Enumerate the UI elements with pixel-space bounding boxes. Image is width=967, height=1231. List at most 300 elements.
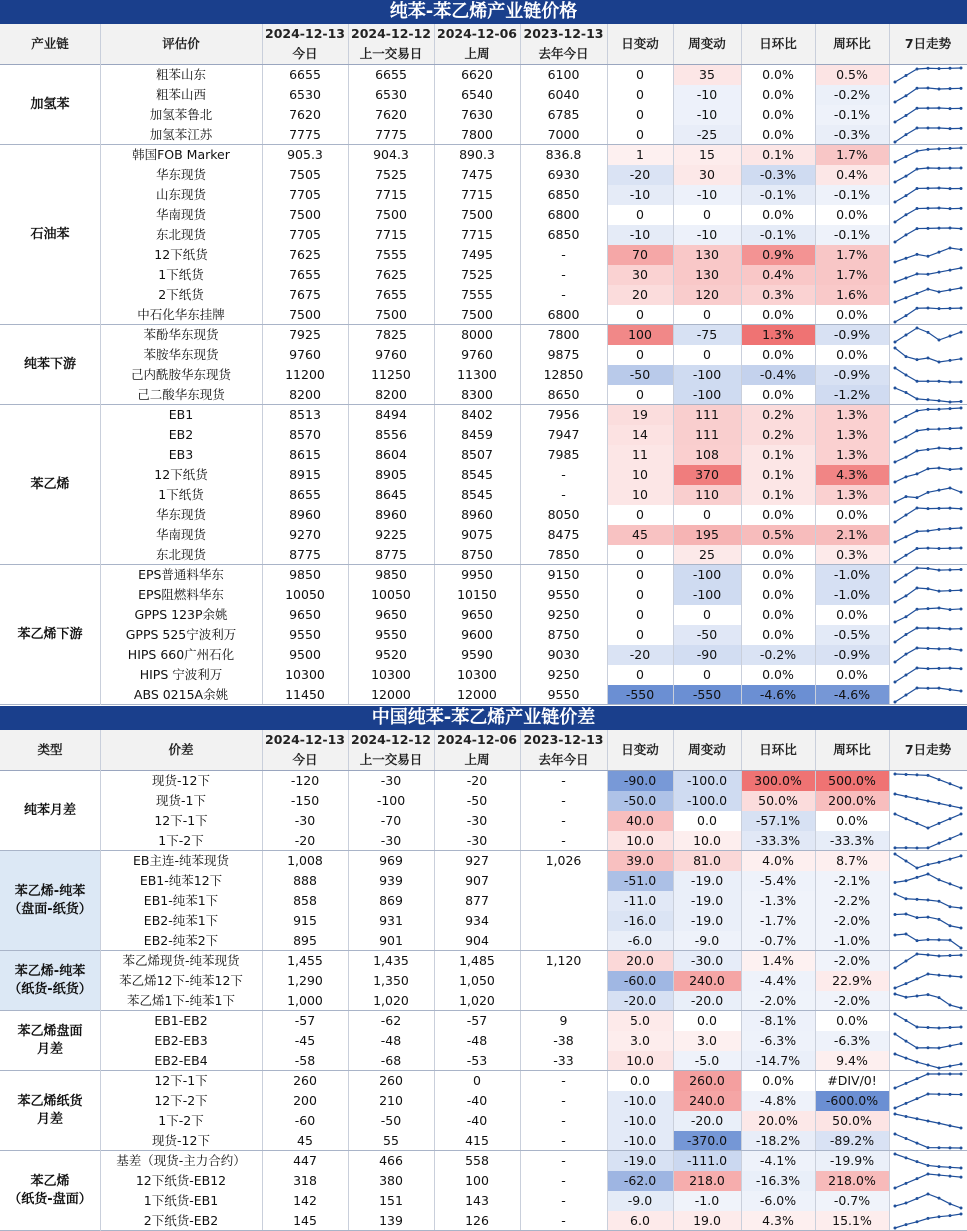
table1-cell: 10050 (371, 587, 411, 602)
table2-header-cell: 价差 (168, 742, 194, 757)
sparkline-point (949, 335, 952, 338)
sparkline-point (905, 194, 908, 197)
grid-line (348, 911, 349, 931)
table1-cell: 904.3 (373, 147, 409, 162)
sparkline-point (960, 787, 963, 790)
grid-line (607, 685, 608, 705)
grid-line (607, 991, 608, 1011)
sparkline-point (916, 496, 919, 499)
table1-row (100, 305, 967, 325)
grid-line (348, 951, 349, 971)
grid-line (741, 1211, 742, 1231)
table1-cell: 华南现货 (155, 207, 206, 222)
grid-line (348, 730, 349, 770)
grid-line (520, 665, 521, 685)
table1-cell: 加氢苯鲁北 (149, 107, 213, 122)
table1-cell: 1.6% (815, 285, 889, 305)
table1-row (100, 465, 967, 485)
sparkline-point (938, 307, 941, 310)
grid-line (520, 771, 521, 791)
table1-cell: 8570 (289, 427, 321, 442)
sparkline-point (938, 1047, 941, 1050)
sparkline-point (916, 1197, 919, 1200)
table1-sparkline (889, 505, 967, 525)
table1-cell: 华东现货 (155, 507, 206, 522)
table1-cell: 加氢苯江苏 (149, 127, 213, 142)
sparkline-point (960, 147, 963, 150)
grid-line (815, 911, 816, 931)
table2-cell: -30 (466, 813, 488, 828)
table1-cell: 7625 (289, 247, 321, 262)
grid-line (607, 305, 608, 325)
table1-cell: 11200 (285, 367, 325, 382)
table1-sparkline (889, 685, 967, 705)
table1-cell: 8615 (289, 447, 321, 462)
grid-line (520, 931, 521, 951)
table1-cell: 粗苯山西 (155, 87, 206, 102)
grid-line (348, 505, 349, 525)
grid-line (741, 165, 742, 185)
sparkline-point (949, 269, 952, 272)
grid-line (348, 1171, 349, 1191)
grid-line (673, 1111, 674, 1131)
grid-line (262, 1051, 263, 1071)
table2-header-cell: 类型 (37, 742, 63, 757)
table2-header-cell: 7日走势 (904, 742, 952, 757)
table2-cell: EB2-纯苯1下 (143, 913, 219, 928)
grid-line (348, 931, 349, 951)
table1-cell: 8459 (461, 427, 493, 442)
sparkline-point (927, 380, 930, 383)
table2-cell (520, 991, 607, 1011)
sparkline-point (927, 408, 930, 411)
grid-line (815, 685, 816, 705)
grid-line (607, 1011, 608, 1031)
table2-row (100, 1091, 967, 1111)
table2-cell: -33.3% (741, 831, 815, 851)
grid-line (520, 1091, 521, 1111)
table1-cell: 8645 (375, 487, 407, 502)
sparkline-point (960, 1042, 963, 1045)
table2-cell: -4.1% (741, 1151, 815, 1171)
grid-line (607, 730, 608, 770)
grid-line (434, 185, 435, 205)
table1-header-cell: 周环比 (833, 36, 871, 51)
sparkline-point (905, 996, 908, 999)
sparkline-point (949, 227, 952, 230)
table1-cell: HIPS 660广州石化 (127, 647, 235, 662)
table2-cell: -60 (294, 1113, 316, 1128)
table2-cell: -20 (294, 833, 316, 848)
sparkline-point (927, 846, 930, 849)
table2-cell: 现货-12下 (152, 773, 210, 788)
grid-line (262, 385, 263, 405)
sparkline-point (905, 1182, 908, 1185)
table2-cell: EB1-纯苯1下 (143, 893, 219, 908)
table1-cell: - (561, 287, 566, 302)
sparkline-point (938, 507, 941, 510)
grid-line (815, 105, 816, 125)
table1-cell: 7715 (461, 187, 493, 202)
grid-line (434, 1151, 435, 1171)
sparkline-point (960, 400, 963, 403)
table1-cell: 8300 (461, 387, 493, 402)
sparkline-point (949, 568, 952, 571)
table1-cell: 8494 (375, 407, 407, 422)
sparkline-point (927, 587, 930, 590)
table1-header-sub: 去年今日 (538, 46, 589, 61)
sparkline-point (927, 273, 930, 276)
sparkline-point (927, 1217, 930, 1220)
grid-line (673, 811, 674, 831)
table2-cell: -120 (290, 773, 320, 788)
sparkline-point (960, 307, 963, 310)
grid-line (815, 385, 816, 405)
table2-cell: -30 (294, 813, 316, 828)
table1-cell: 1.3% (815, 485, 889, 505)
table1-cell: -0.4% (741, 365, 815, 385)
table1-group-label: 石油苯 (0, 145, 100, 325)
table1-cell: 1下纸货 (158, 487, 204, 502)
grid-line (262, 1131, 263, 1151)
sparkline-point (927, 207, 930, 210)
sparkline-point (905, 674, 908, 677)
sparkline-point (938, 187, 941, 190)
table1-cell: -1.0% (815, 565, 889, 585)
grid-line (889, 24, 890, 64)
sparkline-point (894, 893, 897, 896)
grid-line (815, 65, 816, 85)
grid-line (673, 345, 674, 365)
grid-line (673, 24, 674, 64)
sparkline-point (905, 1115, 908, 1118)
grid-line (815, 605, 816, 625)
sparkline-point (916, 1097, 919, 1100)
sparkline-point (938, 127, 941, 130)
sparkline-point (905, 795, 908, 798)
table2-cell: -2.1% (815, 871, 889, 891)
table2-cell: -53 (466, 1053, 488, 1068)
table2-cell: 915 (293, 913, 317, 928)
sparkline-point (916, 409, 919, 412)
table2-cell: 0.0 (697, 1013, 717, 1028)
grid-line (815, 665, 816, 685)
table1-sparkline (889, 245, 967, 265)
grid-line (262, 585, 263, 605)
sparkline-point (960, 568, 963, 571)
table2-cell: -111.0 (673, 1151, 741, 1171)
table1-cell: 8775 (289, 547, 321, 562)
grid-line (434, 325, 435, 345)
sparkline-point (916, 292, 919, 295)
table1-cell: 0.9% (741, 245, 815, 265)
table2-cell: 895 (293, 933, 317, 948)
sparkline-point (927, 167, 930, 170)
table1-cell: ABS 0215A余姚 (133, 687, 229, 702)
table2-cell: #DIV/0! (827, 1073, 877, 1088)
grid-line (607, 585, 608, 605)
sparkline-point (927, 227, 930, 230)
grid-line (607, 245, 608, 265)
table1-cell: -10 (673, 85, 741, 105)
sparkline-point (938, 147, 941, 150)
table1-cell: 0 (636, 207, 644, 222)
sparkline-point (916, 253, 919, 256)
table1-header-cell: 产业链 (31, 36, 69, 51)
table1-sparkline (889, 405, 967, 425)
grid-line (815, 1091, 816, 1111)
sparkline-point (916, 1117, 919, 1120)
table1-sparkline (889, 285, 967, 305)
sparkline-point (894, 541, 897, 544)
sparkline-point (938, 802, 941, 805)
table2-cell: 260 (293, 1073, 317, 1088)
sparkline-point (905, 1082, 908, 1085)
grid-line (348, 285, 349, 305)
grid-line (262, 951, 263, 971)
sparkline-point (938, 878, 941, 881)
table1-cell: 苯胺华东现货 (143, 347, 219, 362)
table1-group-label: 苯乙烯 (0, 405, 100, 565)
sparkline-point (894, 1013, 897, 1016)
table2-cell: -58 (294, 1053, 316, 1068)
table2-sparkline (889, 811, 967, 831)
grid-line (673, 125, 674, 145)
grid-line (673, 65, 674, 85)
table2-row (100, 931, 967, 951)
table1-cell: 山东现货 (155, 187, 206, 202)
grid-line (607, 465, 608, 485)
grid-line (520, 605, 521, 625)
table1-cell: 0.5% (741, 525, 815, 545)
sparkline-point (894, 347, 897, 350)
grid-line (673, 625, 674, 645)
sparkline-point (949, 589, 952, 592)
table2-cell: -1.3% (741, 891, 815, 911)
table1-cell: 9250 (547, 607, 580, 622)
table2-cell: EB2-EB4 (154, 1053, 208, 1068)
sparkline-point (938, 1122, 941, 1125)
table2-cell (520, 891, 607, 911)
sparkline-point (960, 167, 963, 170)
sparkline-point (960, 667, 963, 670)
table2-row (100, 1191, 967, 1211)
table1-cell: -0.1% (815, 105, 889, 125)
grid-line (673, 205, 674, 225)
table1-row (100, 165, 967, 185)
grid-line (348, 645, 349, 665)
sparkline-point (905, 933, 908, 936)
grid-line (741, 645, 742, 665)
table1-cell: 0.0% (762, 347, 794, 362)
grid-line (520, 645, 521, 665)
sparkline-point (905, 694, 908, 697)
table1-header-cell (348, 24, 434, 64)
grid-line (348, 831, 349, 851)
table2-cell: -1.0 (673, 1191, 741, 1211)
grid-line (434, 1051, 435, 1071)
table2-cell: 1,000 (287, 993, 323, 1008)
table2-sparkline (889, 1211, 967, 1231)
table1-cell: 9760 (375, 347, 407, 362)
sparkline-point (916, 67, 919, 70)
table1-cell: -1.2% (815, 385, 889, 405)
sparkline-point (938, 271, 941, 274)
table1-cell: 12000 (371, 687, 411, 702)
grid-line (348, 605, 349, 625)
sparkline-point (960, 649, 963, 652)
table1-cell: -0.1% (741, 185, 815, 205)
table1-cell: 9760 (461, 347, 493, 362)
table2-cell: 45 (297, 1133, 313, 1148)
grid-line (348, 345, 349, 365)
sparkline-point (916, 939, 919, 942)
table1-cell: 10050 (285, 587, 325, 602)
sparkline-point (927, 428, 930, 431)
grid-line (348, 1051, 349, 1071)
sparkline-point (938, 399, 941, 402)
sparkline-point (927, 898, 930, 901)
grid-line (434, 105, 435, 125)
sparkline-path (895, 834, 961, 848)
sparkline-point (938, 428, 941, 431)
table1-cell: -10 (673, 225, 741, 245)
sparkline-point (927, 800, 930, 803)
grid-line (741, 65, 742, 85)
grid-line (741, 911, 742, 931)
table2-cell: 927 (465, 853, 489, 868)
table1-cell: 7705 (289, 227, 321, 242)
grid-line (815, 931, 816, 951)
sparkline-point (927, 607, 930, 610)
grid-line (741, 105, 742, 125)
sparkline-point (949, 407, 952, 410)
sparkline-point (916, 567, 919, 570)
sparkline-point (960, 267, 963, 270)
table2-cell: 8.7% (815, 851, 889, 871)
sparkline-point (916, 898, 919, 901)
grid-line (673, 730, 674, 770)
sparkline-point (949, 1175, 952, 1178)
table1-cell: 9030 (547, 647, 580, 662)
table2-cell: 200.0% (815, 791, 889, 811)
grid-line (673, 265, 674, 285)
table1-cell: 6785 (547, 107, 580, 122)
grid-line (815, 1011, 816, 1031)
table2-cell: 3.0 (607, 1031, 673, 1051)
table1-cell: 6800 (547, 207, 580, 222)
table1-sparkline (889, 425, 967, 445)
grid-line (815, 85, 816, 105)
table1-cell: 130 (673, 245, 741, 265)
table1-cell: 6930 (547, 167, 580, 182)
grid-line (741, 665, 742, 685)
table2-row (100, 851, 967, 871)
grid-line (741, 285, 742, 305)
table2-cell: 1.4% (741, 951, 815, 971)
table1-cell: 6530 (289, 87, 321, 102)
sparkline-point (905, 1057, 908, 1060)
table2-cell: 0.0 (630, 1073, 650, 1088)
table2-cell: 466 (379, 1153, 403, 1168)
grid-line (607, 831, 608, 851)
sparkline-point (894, 181, 897, 184)
table1-cell: 9250 (547, 667, 580, 682)
grid-line (741, 991, 742, 1011)
grid-line (607, 125, 608, 145)
table1-cell: EB3 (168, 447, 194, 462)
table2-cell (520, 871, 607, 891)
sparkline-point (960, 607, 963, 610)
table2-cell: 300.0% (741, 771, 815, 791)
sparkline-point (894, 1053, 897, 1056)
table2-cell: 139 (379, 1213, 403, 1228)
grid-line (262, 911, 263, 931)
table1-cell: -1.0% (815, 585, 889, 605)
grid-line (607, 625, 608, 645)
table2-header-cell (348, 730, 434, 770)
table2-cell: - (561, 1173, 566, 1188)
sparkline-point (938, 207, 941, 210)
sparkline-point (905, 514, 908, 517)
sparkline-point (905, 133, 908, 136)
table2-cell: 240.0 (673, 971, 741, 991)
grid-line (607, 205, 608, 225)
sparkline-point (938, 547, 941, 550)
sparkline-point (905, 633, 908, 636)
table2-cell: 0 (473, 1073, 481, 1088)
table1-cell: - (561, 247, 566, 262)
grid-line (434, 871, 435, 891)
table1-cell: -4.6% (815, 685, 889, 705)
grid-line (607, 405, 608, 425)
sparkline-point (960, 407, 963, 410)
sparkline-point (938, 1093, 941, 1096)
grid-line (673, 971, 674, 991)
sparkline-point (949, 608, 952, 611)
sparkline-point (927, 647, 930, 650)
grid-line (741, 205, 742, 225)
table1-cell: 0 (703, 307, 711, 322)
grid-line (673, 305, 674, 325)
table2-cell: -48 (380, 1033, 402, 1048)
table1-cell: 0 (636, 67, 644, 82)
grid-line (673, 1151, 674, 1171)
table1-cell: 0.0% (762, 507, 794, 522)
table2-sparkline (889, 951, 967, 971)
table1-cell: -25 (673, 125, 741, 145)
table2-cell: 1,020 (373, 993, 409, 1008)
sparkline-point (927, 467, 930, 470)
table1-row (100, 205, 967, 225)
table1-group-label: 加氢苯 (0, 65, 100, 145)
table1-sparkline (889, 85, 967, 105)
sparkline-point (916, 977, 919, 980)
grid-line (607, 1071, 608, 1091)
grid-line (434, 1011, 435, 1031)
grid-line (262, 205, 263, 225)
table1-cell: EB2 (168, 427, 194, 442)
table1-cell: 7715 (461, 227, 493, 242)
grid-line (607, 1131, 608, 1151)
table1-cell: 1.7% (815, 145, 889, 165)
grid-line (815, 205, 816, 225)
grid-line (815, 1151, 816, 1171)
sparkline-path (895, 1134, 961, 1148)
grid-line (262, 971, 263, 991)
grid-line (434, 385, 435, 405)
table1-sparkline (889, 345, 967, 365)
